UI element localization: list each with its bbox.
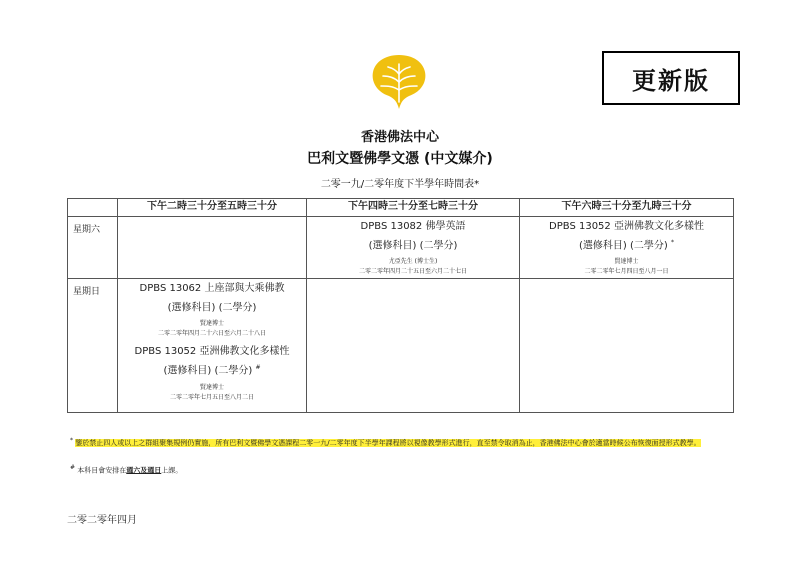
course-name: DPBS 13062 上座部與大乘佛教 [139,283,285,294]
cell-sun-slot-1 [118,279,307,413]
timetable [67,198,734,413]
course-teacher: 賢達博士 [199,320,224,328]
course-block [118,345,306,401]
course-dates: 二零二零年七月五日至八月二日 [169,393,254,401]
table-row-sunday [68,279,734,413]
notice-text: 鑒於禁止四人或以上之群組聚集規例仍實施，所有巴利文暨佛學文憑課程二零一九/二零年度下半學年課程將以視像教學形式進行，直至禁令取消為止，香港佛法中心會於適當時候公布恢復面授形式教學。 [75,439,701,448]
course-block [520,220,733,276]
cell-sat-slot-3 [520,217,734,279]
course-block [307,220,519,276]
course-block [118,282,306,338]
header-cell-slot-3: 下午六時三十分至九時三十分 [520,199,734,217]
term-title: 二零一九/二零年度下半學年時間表* [320,179,480,190]
course-type: (選修科目) (二學分) # [163,364,261,377]
course-type: (選修科目) (二學分) [368,240,458,252]
course-dates: 二零二零年七月四日至八月一日 [584,268,669,276]
course-dates: 二零二零年四月二十六日至六月二十八日 [157,330,266,338]
note-marker-hash: # [70,464,76,471]
course-name: DPBS 13082 佛學英語 [360,221,466,232]
course-name: DPBS 13052 亞洲佛教文化多樣性 [134,346,290,358]
course-name: DPBS 13052 亞洲佛教文化多樣性 [549,221,704,232]
note-marker-asterisk: * [70,437,73,444]
timetable-header-row [68,199,734,217]
org-title: 香港佛法中心 [360,130,439,145]
updated-version-badge: 更新版 [602,51,740,105]
cell-sat-slot-2 [307,217,520,279]
weekend-days: 週六及週日 [126,466,162,475]
course-teacher: 賢達博士 [199,383,224,391]
table-row-saturday [68,217,734,279]
course-teacher: 尤亞先生 (博士生) [388,258,438,266]
notice-weekend-schedule: # 本科目會安排在週六及週日上課。 [70,464,183,475]
cell-sun-slot-2 [307,279,520,413]
day-label-saturday: 星期六 [68,217,118,279]
header-cell-blank [68,199,118,217]
course-dates: 二零二零年四月二十五日至六月二十七日 [358,268,467,276]
header-cell-slot-1: 下午二時三十分至五時三十分 [118,199,307,217]
header-cell-slot-2: 下午四時三十分至七時三十分 [307,199,520,217]
document-date: 二零二零年四月 [67,515,137,526]
bodhi-leaf-logo [369,52,429,112]
cell-sun-slot-3 [520,279,734,413]
program-title: 巴利文暨佛學文憑 (中文媒介) [307,151,493,167]
course-type: (選修科目) (二學分) [167,302,257,314]
day-label-sunday: 星期日 [68,279,118,413]
notice-online-teaching [70,435,730,449]
course-teacher: 賢達博士 [614,258,639,266]
course-type: (選修科目) (二學分) * [579,239,674,252]
cell-sat-slot-1 [118,217,307,279]
